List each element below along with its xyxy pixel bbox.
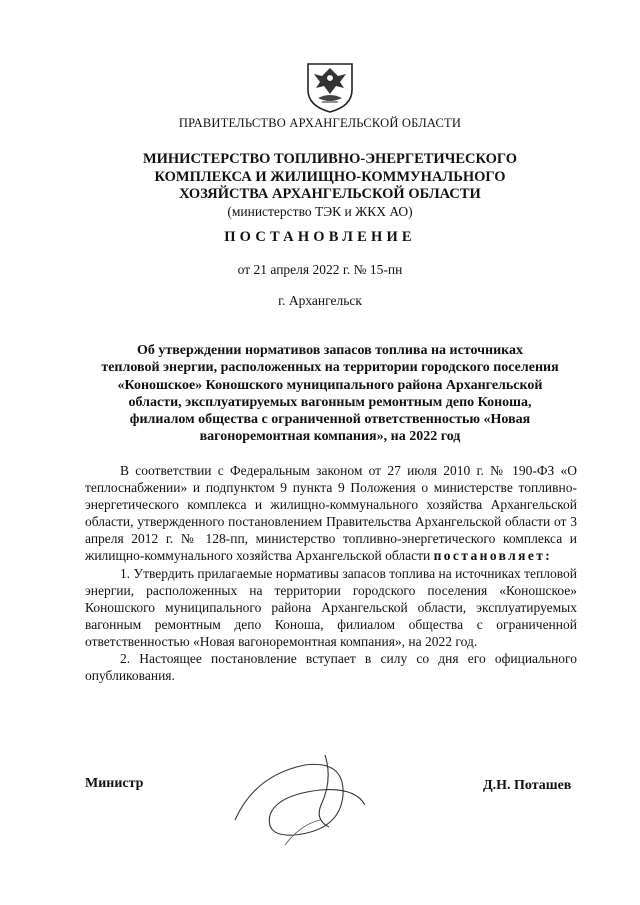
ministry-line: КОМПЛЕКСА И ЖИЛИЩНО-КОММУНАЛЬНОГО [154, 168, 506, 185]
document-type: ПОСТАНОВЛЕНИЕ [224, 229, 416, 245]
ministry-abbreviation: (министерство ТЭК и ЖКХ АО) [227, 204, 413, 219]
preamble-paragraph [85, 462, 577, 565]
ministry-name [80, 151, 580, 204]
date-number: от 21 апреля 2022 г. № 15-пн [237, 262, 403, 277]
government-name: ПРАВИТЕЛЬСТВО АРХАНГЕЛЬСКОЙ ОБЛАСТИ [178, 116, 462, 130]
signatory-name: Д.Н. Поташев [483, 778, 572, 793]
item-1-paragraph: 1. Утвердить прилагаемые нормативы запасов топлива на источниках тепловой энергии, расположенных на территории городского поселения «Коношское» Коношского муниципального района Архангельской области, эксплуатируемых вагонным ремонтным депо Коноша, филиалом общества с ограниченной ответственностью «Новая вагоноремонтная компания», на 2022 год. [85, 565, 577, 649]
preamble-text: В соответствии с Федеральным законом от 27 июля 2010 г. № 190-ФЗ «О теплоснабжении» и подпунктом 9 пункта 9 Положения о министерстве топливно-энергетического комплекса и жилищно-коммунального хозяйства Архангельской области, утвержденного постановлением Правительства Архангельской области от 3 апреля 2012 г. № 128-пп, министерство топливно-энергетического комплекса и жилищно-коммунального хозяйства Архангельской области [85, 463, 577, 564]
resolves-word: постановляет: [433, 548, 553, 564]
ministry-line: МИНИСТЕРСТВО ТОПЛИВНО-ЭНЕРГЕТИЧЕСКОГО [142, 151, 518, 167]
ministry-line: ХОЗЯЙСТВА АРХАНГЕЛЬСКОЙ ОБЛАСТИ [179, 186, 481, 202]
document-heading [85, 342, 575, 446]
coat-of-arms-icon [302, 58, 358, 114]
signatory-position: Министр [85, 776, 144, 791]
heading-line: филиалом общества с ограниченной ответственностью «Новая [129, 412, 531, 428]
handwritten-signature [225, 735, 375, 855]
heading-line: тепловой энергии, расположенных на территории городского поселения [101, 360, 559, 376]
heading-line: «Коношское» Коношского муниципального района Архангельской [117, 377, 543, 393]
item-2-paragraph: 2. Настоящее постановление вступает в силу со дня его официального опубликования. [85, 651, 577, 684]
city: г. Архангельск [278, 293, 362, 308]
heading-line: области, эксплуатируемых вагонным ремонтным депо Коноша, [128, 394, 532, 410]
heading-line: вагоноремонтная компания», на 2022 год [199, 429, 461, 445]
document-body [85, 462, 577, 684]
heading-line: Об утверждении нормативов запасов топлива на источниках [136, 343, 524, 358]
